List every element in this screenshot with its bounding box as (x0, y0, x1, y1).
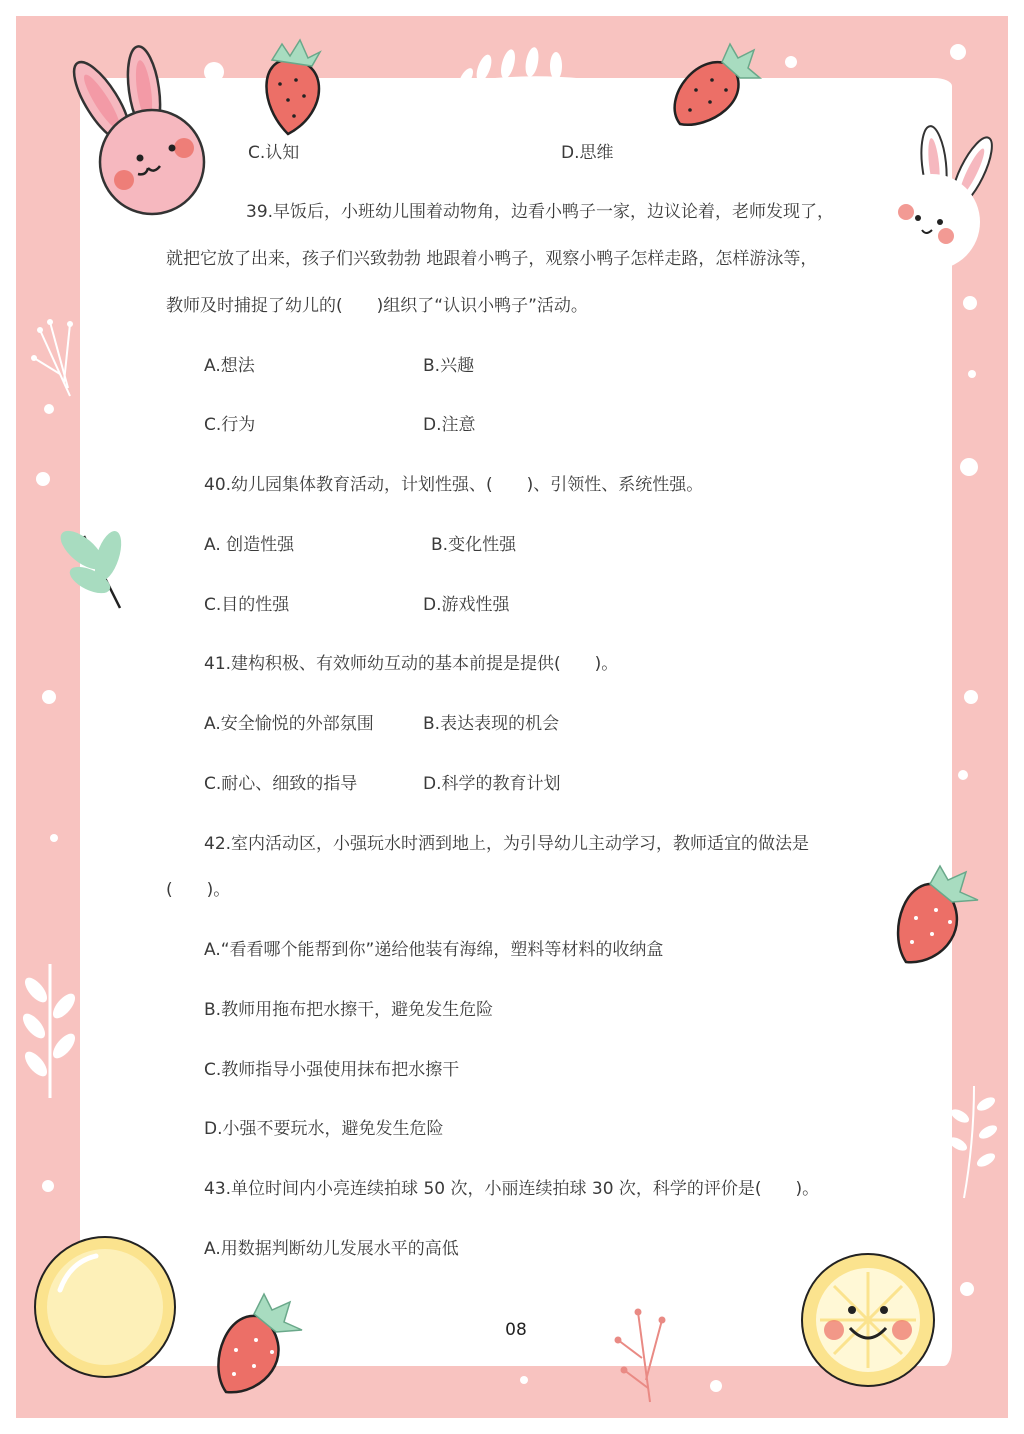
frame-dot (785, 56, 797, 68)
frame-dot (958, 770, 968, 780)
q40-text: 40.幼儿园集体教育活动，计划性强、( )、引领性、系统性强。 (204, 475, 704, 495)
q42-option-d: D.小强不要玩水，避免发生危险 (204, 1119, 444, 1139)
q41-option-b: B.表达表现的机会 (423, 714, 560, 734)
bunny-icon (44, 40, 220, 216)
leaf-icon (54, 516, 134, 612)
q39-text-line-1: 39.早饭后，小班幼儿围着动物角，边看小鸭子一家，边议论着，老师发现了， (246, 202, 835, 222)
q42-option-a: A.“看看哪个能帮到你”递给他装有海绵，塑料等材料的收纳盒 (204, 940, 664, 960)
sprig-icon (454, 44, 588, 94)
frame-dot (520, 1376, 528, 1384)
q38-option-d: D.思维 (561, 143, 614, 163)
flower-sprig-icon (30, 318, 80, 398)
lemon-icon (30, 1232, 180, 1382)
frame-dot (42, 690, 56, 704)
q42-option-b: B.教师用拖布把水擦干，避免发生危险 (204, 1000, 494, 1020)
q42-option-c: C.教师指导小强使用抹布把水擦干 (204, 1060, 460, 1080)
strawberry-icon (660, 38, 764, 134)
q41-option-a: A.安全愉悦的外部氛围 (204, 714, 374, 734)
q39-option-d: D.注意 (423, 415, 476, 435)
q41-text: 41.建构积极、有效师幼互动的基本前提是提供( )。 (204, 654, 619, 674)
q39-option-b: B.兴趣 (423, 356, 475, 376)
q42-text-line-2: ( )。 (166, 880, 231, 900)
q39-option-a: A.想法 (204, 356, 255, 376)
strawberry-icon (250, 34, 334, 138)
frame-dot (44, 404, 54, 414)
strawberry-icon (204, 1290, 308, 1400)
q39-option-c: C.行为 (204, 415, 256, 435)
leaf-sprig-icon (20, 960, 80, 1100)
q39-text-line-2: 就把它放了出来，孩子们兴致勃勃 地跟着小鸭子，观察小鸭子怎样走路，怎样游泳等， (166, 249, 818, 269)
q41-option-d: D.科学的教育计划 (423, 774, 561, 794)
frame-dot (968, 370, 976, 378)
q40-option-c: C.目的性强 (204, 595, 290, 615)
q43-text: 43.单位时间内小亮连续拍球 50 次，小丽连续拍球 30 次，科学的评价是( )。 (204, 1179, 820, 1199)
frame-dot (710, 1380, 722, 1392)
q42-text-line-1: 42.室内活动区，小强玩水时洒到地上，为引导幼儿主动学习，教师适宜的做法是 (204, 834, 810, 854)
q38-option-c: C.认知 (248, 143, 300, 163)
q40-option-d: D.游戏性强 (423, 595, 510, 615)
frame-dot (964, 690, 978, 704)
q40-option-a: A. 创造性强 (204, 535, 295, 555)
page-number: 08 (505, 1320, 527, 1340)
q40-option-b: B.变化性强 (431, 535, 517, 555)
q41-option-c: C.耐心、细致的指导 (204, 774, 358, 794)
flower-sprig-icon (610, 1300, 676, 1404)
frame-dot (950, 44, 966, 60)
lemon-face-icon (798, 1250, 938, 1390)
q43-option-a: A.用数据判断幼儿发展水平的高低 (204, 1239, 459, 1259)
q39-text-line-3: 教师及时捕捉了幼儿的( )组织了“认识小鸭子”活动。 (166, 296, 588, 316)
frame-dot (960, 1282, 974, 1296)
